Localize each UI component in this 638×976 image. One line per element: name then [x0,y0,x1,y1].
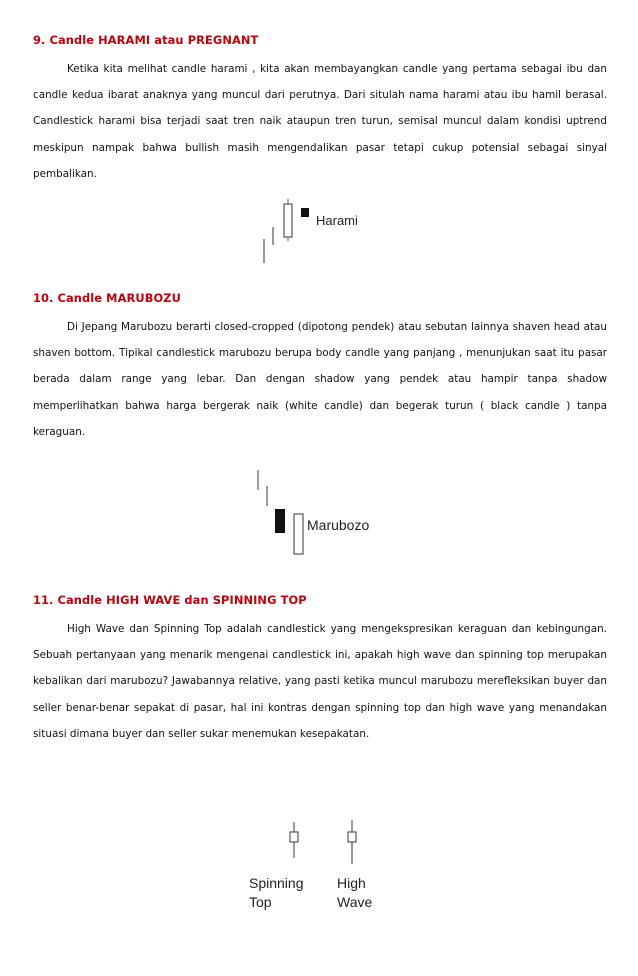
black-marubozu-candle [275,509,285,533]
white-marubozu-candle [294,514,303,554]
harami-figure [258,195,378,275]
spinning-top-candle [290,832,298,842]
baby-candle [301,208,309,217]
section-heading-harami: 9. Candle HARAMI atau PREGNANT [33,33,259,47]
spinning-top-label-line2: Top [249,894,272,910]
section-heading-marubozu: 10. Candle MARUBOZU [33,291,181,305]
marubozu-label: Marubozo [307,517,370,533]
marubozu-figure [250,468,390,563]
section-paragraph-marubozu: Di Jepang Marubozu berarti closed-cropped (dipotong pendek) atau sebutan lainnya shaven head atau shaven bottom. Tipikal candlestick marubozu berupa body candle yang panjang , menunjukan saat itu pasar berada dalam range yang lebar. Dan dengan shadow yang pendek atau hampir tanpa shadow memperlihatkan bahwa harga bergerak naik (white candle) dan begerak turun ( black candle ) tanpa keraguan. [33,321,607,438]
high-wave-candle [348,832,356,842]
high-wave-label-line1: High [337,875,366,891]
high-wave-label-line2: Wave [337,894,373,910]
spinning-top-label-line1: Spinning [249,875,304,891]
section-paragraph-harami: Ketika kita melihat candle harami , kita akan membayangkan candle yang pertama sebagai ibu dan candle kedua ibarat anaknya yang muncul dari perutnya. Dari situlah nama harami atau ibu hamil berasal. Candlestick harami bisa terjadi saat tren naik ataupun tren turun, semisal muncul dalam kondisi uptrend meskipun nampak bahwa bullish masih mengendalikan pasar tetapi cukup potensial sebagai sinyal pembalikan. [33,63,607,180]
section-heading-high-wave: 11. Candle HIGH WAVE dan SPINNING TOP [33,593,307,607]
spinning-top-high-wave-figure [245,818,395,918]
section-paragraph-high-wave: High Wave dan Spinning Top adalah candlestick yang mengekspresikan keraguan dan kebingungan. Sebuah pertanyaan yang menarik mengenai candlestick ini, apakah high wave dan spinning top merupakan kebalikan dari marubozu? Jawabannya relative, yang pasti ketika muncul marubozu merefleksikan buyer dan seller benar-benar sepakat di pasar, hal ini kontras dengan spinning top dan high wave yang menandakan situasi dimana buyer dan seller sukar menemukan kesepakatan. [33,623,607,740]
mother-candle [284,204,292,237]
harami-label: Harami [316,213,358,228]
